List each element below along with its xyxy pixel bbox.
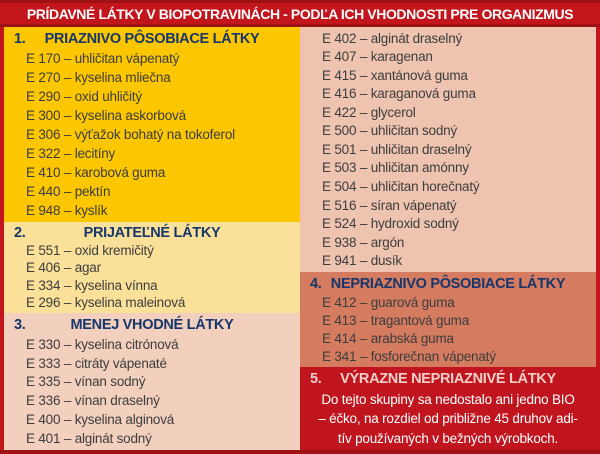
additive-item: E 941 – dusík: [322, 253, 402, 269]
additive-item: E 410 – karobová guma: [26, 165, 166, 180]
additive-item: E 330 – kyselina citrónová: [26, 336, 179, 352]
additive-item: E 407 – karagenan: [322, 49, 433, 65]
section-less-suitable-header: [4, 317, 300, 333]
section-acceptable-header: [4, 225, 300, 241]
note-line: Do tejto skupiny sa nedostalo ani jedno BIO: [321, 391, 575, 407]
section-unfavorable: [300, 272, 596, 367]
bottom-border-line: [0, 450, 600, 454]
section-number: 3.: [14, 316, 26, 333]
additive-item: E 501 – uhličitan draselný: [322, 141, 472, 157]
additive-item: E 500 – uhličitan sodný: [322, 123, 457, 139]
additive-item: E 412 – guarová guma: [322, 294, 455, 310]
section-number: 2.: [14, 225, 26, 242]
section-number: 4.: [310, 275, 322, 292]
section-title: PRIAZNIVO PÔSOBIACE LÁTKY: [44, 31, 260, 47]
note-line: – éčko, na rozdiel od približne 45 druhov adi-: [318, 411, 578, 427]
section-unfavorable-header: [300, 276, 596, 292]
additive-item: E 401 – alginát sodný: [26, 430, 152, 446]
section-acceptable: [4, 222, 300, 313]
additive-item: E 270 – kyselina mliečna: [26, 70, 171, 85]
additive-item: E 306 – výťažok bohatý na tokoferol: [26, 127, 235, 142]
section-less-suitable-continued: [300, 27, 596, 272]
additive-item: E 322 – lecitíny: [26, 146, 116, 161]
additive-item: E 341 – fosforečnan vápenatý: [322, 348, 496, 364]
additive-item: E 551 – oxid kremičitý: [26, 243, 154, 259]
additive-item: E 406 – agar: [26, 260, 101, 276]
section-title: VÝRAZNE NEPRIAZNIVÉ LÁTKY: [340, 371, 556, 388]
section-less-suitable: [4, 313, 300, 450]
additive-item: E 300 – kyselina askorbová: [26, 108, 186, 123]
section-number: 1.: [14, 31, 26, 47]
additive-item: E 422 – glycerol: [322, 104, 416, 120]
additive-item: E 400 – kyselina alginová: [26, 412, 175, 428]
additive-item: E 333 – citráty vápenaté: [26, 355, 167, 371]
additive-item: E 170 – uhličitan vápenatý: [26, 51, 180, 66]
additive-item: E 516 – síran vápenatý: [322, 197, 457, 213]
additive-item: E 335 – vínan sodný: [26, 374, 146, 390]
section-favorable-header: [4, 31, 300, 47]
additive-item: E 290 – oxid uhličitý: [26, 89, 142, 104]
additive-item: E 296 – kyselina maleinová: [26, 294, 186, 310]
section-title: NEPRIAZNIVO PÔSOBIACE LÁTKY: [330, 275, 566, 292]
additive-item: E 504 – uhličitan horečnatý: [322, 179, 480, 195]
additive-item: E 416 – karaganová guma: [322, 86, 476, 102]
additive-item: E 503 – uhličitan amónny: [322, 160, 469, 176]
additive-item: E 414 – arabská guma: [322, 330, 454, 346]
poster-content: [4, 27, 596, 450]
additive-item: E 336 – vínan draselný: [26, 393, 160, 409]
additive-item: E 413 – tragantová guma: [322, 312, 470, 328]
note-line: tív používaných v bežných výrobkoch.: [337, 430, 559, 446]
additive-item: E 402 – alginát draselný: [322, 30, 463, 46]
additive-item: E 415 – xantánová guma: [322, 67, 468, 83]
poster-title-bar: [4, 3, 596, 24]
section-strongly-unfavorable-header: [300, 371, 596, 387]
section-number: 5.: [310, 371, 322, 388]
additive-item: E 440 – pektín: [26, 184, 111, 199]
additive-item: E 948 – kyslík: [26, 203, 108, 218]
section-favorable: [4, 27, 300, 222]
additive-item: E 524 – hydroxid sodný: [322, 216, 459, 232]
section-title: MENEJ VHODNÉ LÁTKY: [70, 316, 234, 333]
section-title: PRIJATEĽNÉ LÁTKY: [83, 225, 221, 242]
additive-item: E 938 – argón: [322, 234, 405, 250]
additive-item: E 334 – kyselina vínna: [26, 277, 158, 293]
section-strongly-unfavorable: [300, 367, 596, 450]
poster-title: PRÍDAVNÉ LÁTKY V BIOPOTRAVINÁCH - PODĽA ICH VHODNOSTI PRE ORGANIZMUS: [26, 5, 574, 22]
